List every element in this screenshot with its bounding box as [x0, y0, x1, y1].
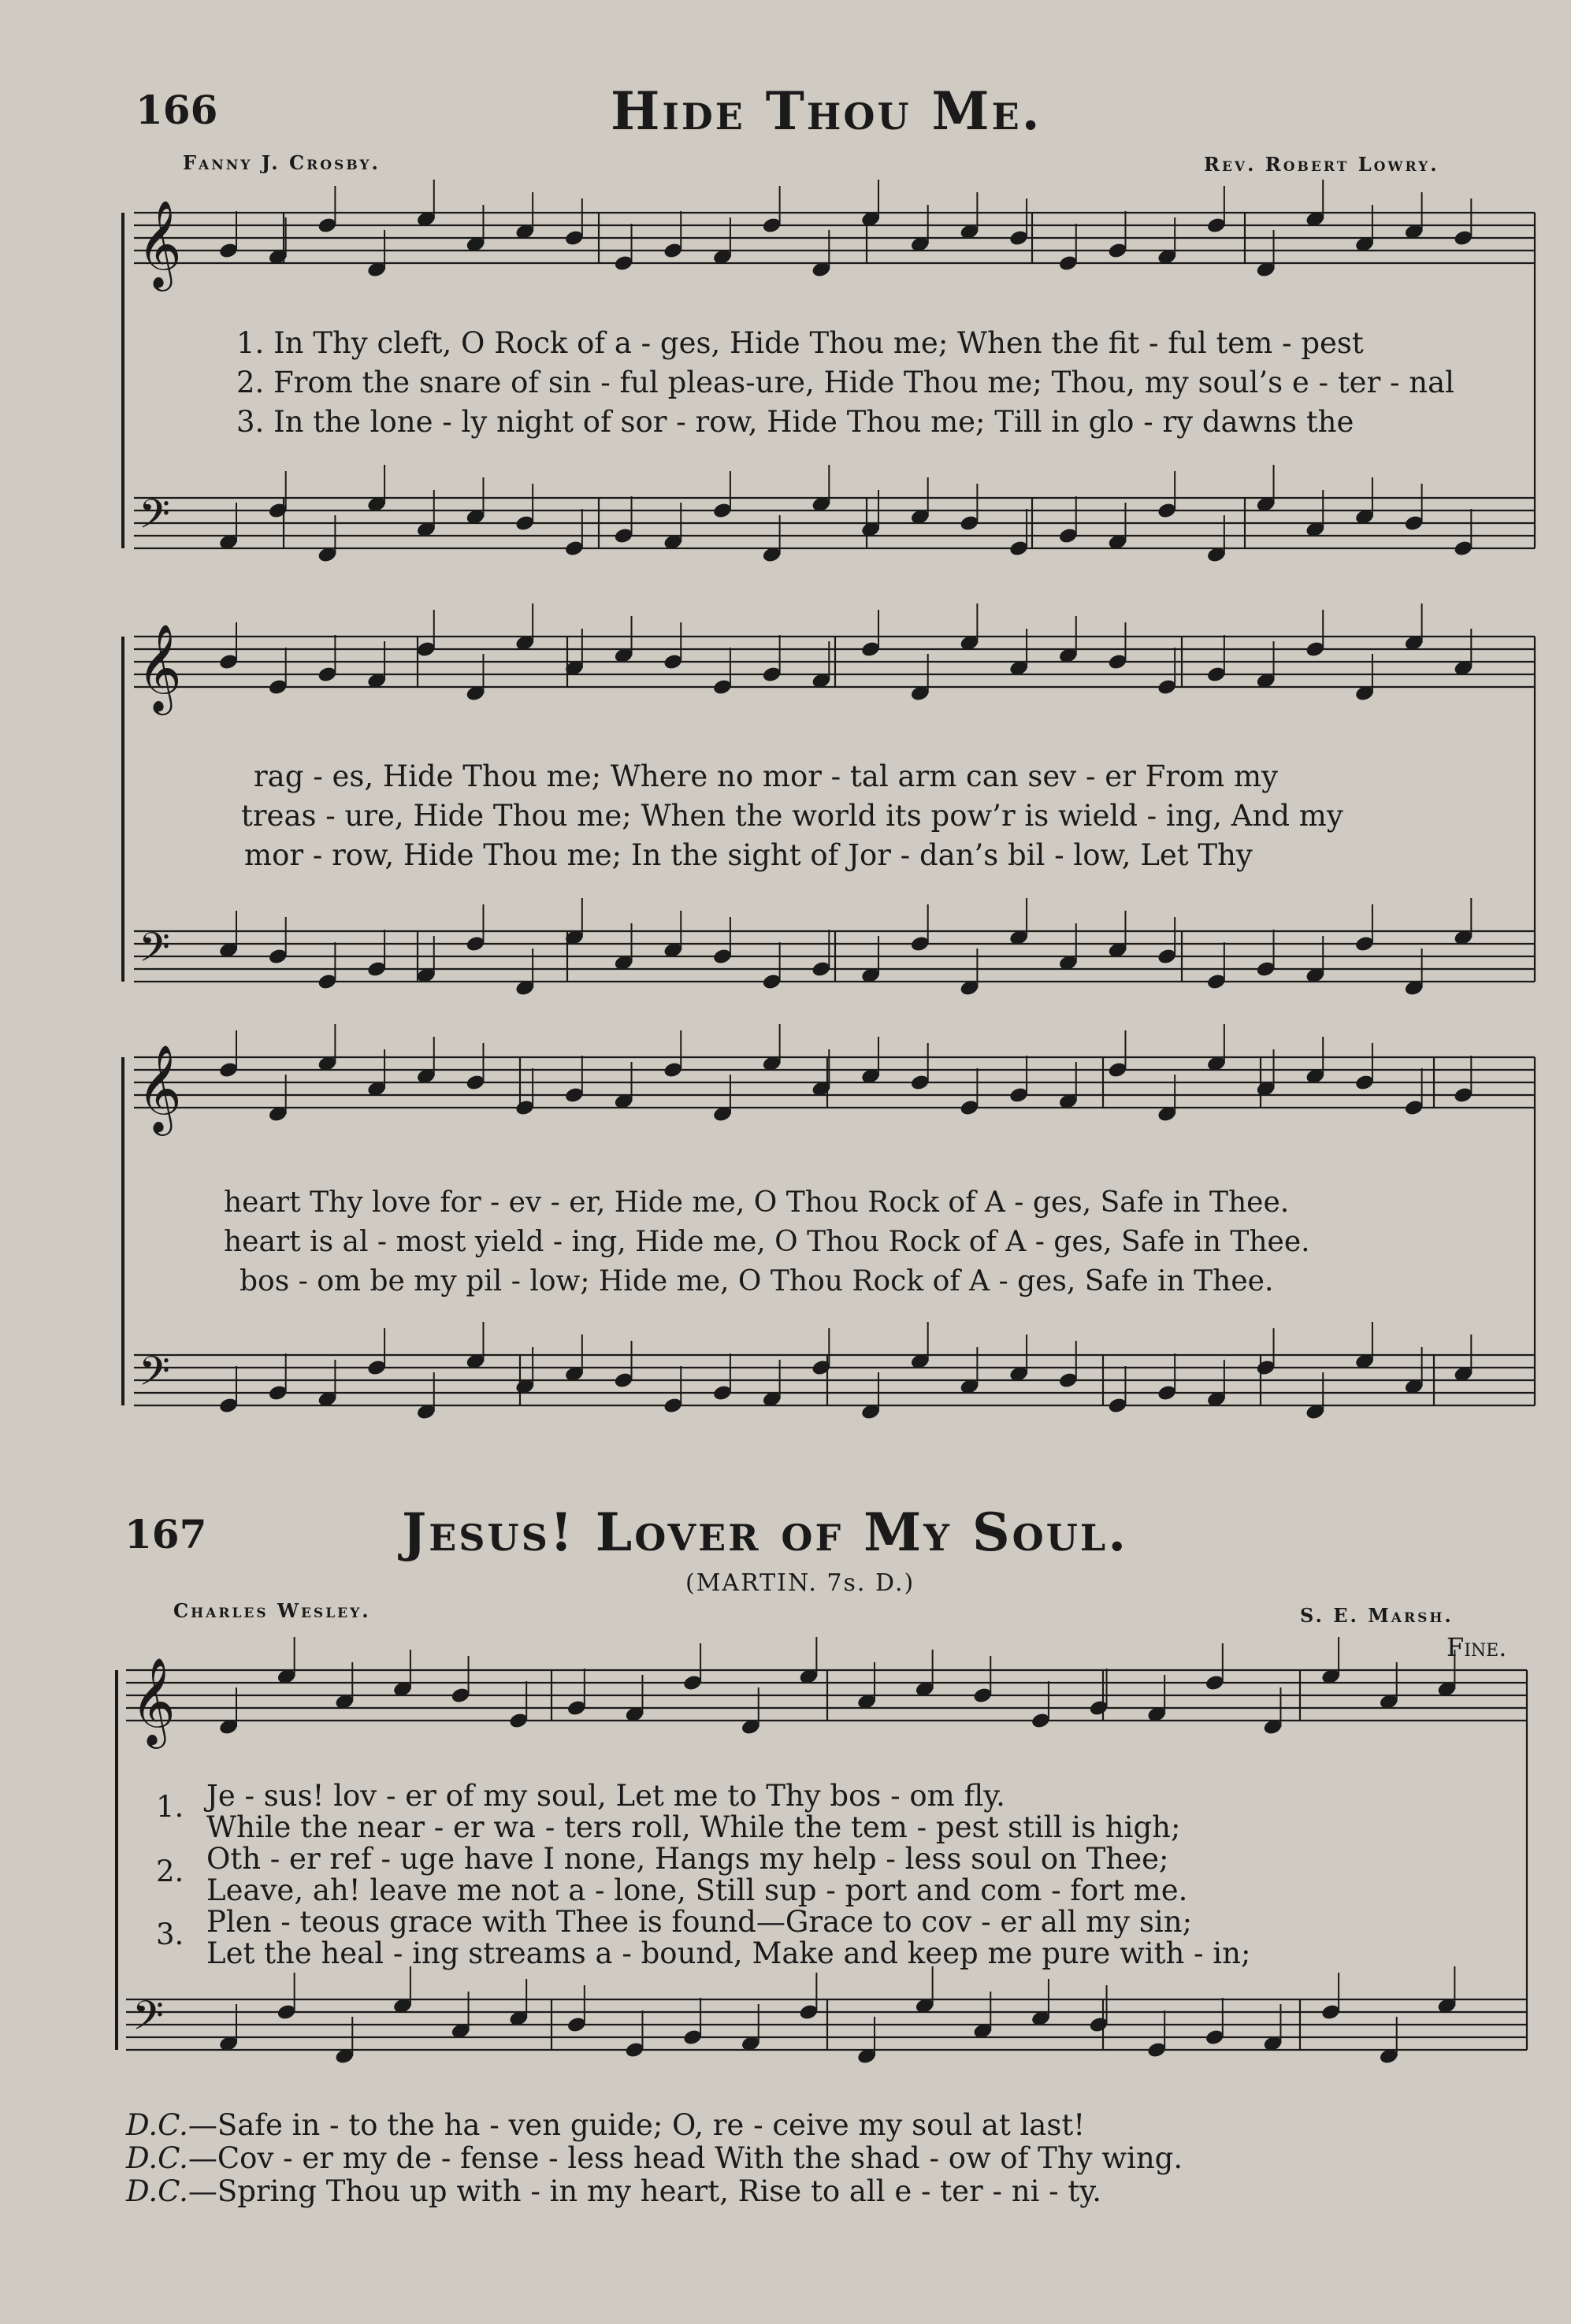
hymn-author: Fanny J. Crosby.: [183, 151, 381, 174]
lyric-line: Leave, ah! leave me not a - lone, Still sup - port and com - fort me.: [206, 1873, 1188, 1907]
lyric-line: bos - om be my pil - low; Hide me, O Thou Rock of A - ges, Safe in Thee.: [240, 1265, 1274, 1298]
lyric-line: Je - sus! lov - er of my soul, Let me to Thy bos - om fly.: [206, 1779, 1005, 1813]
lyric-line: Let the heal - ing streams a - bound, Make and keep me pure with - in;: [206, 1936, 1251, 1970]
svg-text:𝄢: 𝄢: [139, 923, 170, 981]
svg-text:𝄢: 𝄢: [139, 1347, 170, 1405]
dc-label: D.C.: [126, 2141, 188, 2175]
lyric-line: While the near - er wa - ters roll, While the tem - pest still is high;: [206, 1810, 1181, 1844]
tune-name: (MARTIN. 7s. D.): [685, 1569, 915, 1597]
lyric-line: heart Thy love for - ev - er, Hide me, O Thou Rock of A - ges, Safe in Thee.: [224, 1186, 1290, 1219]
svg-text:𝄢: 𝄢: [139, 490, 170, 548]
lyric-line: Plen - teous grace with Thee is found—Grace to cov - er all my sin;: [206, 1905, 1193, 1939]
hymn-title: Jesus! Lover of My Soul.: [402, 1502, 1129, 1563]
hymn-number: 167: [124, 1511, 207, 1557]
dc-text: —Cov - er my de - fense - less head With the shad - ow of Thy wing.: [188, 2141, 1183, 2175]
hymn-author: Charles Wesley.: [173, 1599, 371, 1622]
lyric-line: treas - ure, Hide Thou me; When the world its pow’r is wield - ing, And my: [241, 799, 1343, 833]
lyric-line: 1. In Thy cleft, O Rock of a - ges, Hide Thou me; When the fit - ful tem - pest: [236, 326, 1364, 360]
dc-label: D.C.: [126, 2174, 188, 2208]
svg-text:𝄞: 𝄞: [137, 1044, 182, 1132]
dc-line: [126, 2174, 1101, 2208]
hymn-number: 166: [136, 87, 218, 133]
svg-text:𝄞: 𝄞: [137, 199, 182, 288]
hymn-title: Hide Thou Me.: [611, 80, 1042, 142]
verse-number: 3.: [156, 1917, 184, 1951]
dc-label: D.C.: [126, 2108, 188, 2142]
verse-number: 1.: [156, 1790, 184, 1824]
dc-line: [126, 2141, 1183, 2175]
svg-text:𝄞: 𝄞: [137, 623, 182, 711]
lyric-line: heart is al - most yield - ing, Hide me, O Thou Rock of A - ges, Safe in Thee.: [224, 1226, 1310, 1258]
dc-line: [126, 2108, 1085, 2142]
hymn-composer: Rev. Robert Lowry.: [1204, 153, 1439, 176]
lyric-line: Oth - er ref - uge have I none, Hangs my help - less soul on Thee;: [206, 1842, 1169, 1876]
svg-text:𝄢: 𝄢: [132, 1992, 164, 2049]
svg-text:𝄞: 𝄞: [131, 1657, 176, 1745]
dc-text: —Safe in - to the ha - ven guide; O, re - ceive my soul at last!: [188, 2108, 1086, 2142]
dc-text: —Spring Thou up with - in my heart, Rise to all e - ter - ni - ty.: [188, 2174, 1102, 2208]
hymn-composer: S. E. Marsh.: [1300, 1604, 1454, 1627]
verse-number: 2.: [156, 1854, 184, 1888]
lyric-line: 3. In the lone - ly night of sor - row, Hide Thou me; Till in glo - ry dawns the: [236, 405, 1354, 439]
lyric-line: 2. From the snare of sin - ful pleas-ure, Hide Thou me; Thou, my soul’s e - ter - nal: [236, 366, 1455, 399]
lyric-line: mor - row, Hide Thou me; In the sight of Jor - dan’s bil - low, Let Thy: [244, 838, 1253, 872]
lyric-line: rag - es, Hide Thou me; Where no mor - tal arm can sev - er From my: [254, 759, 1279, 793]
fine-marking: Fine.: [1447, 1632, 1507, 1662]
